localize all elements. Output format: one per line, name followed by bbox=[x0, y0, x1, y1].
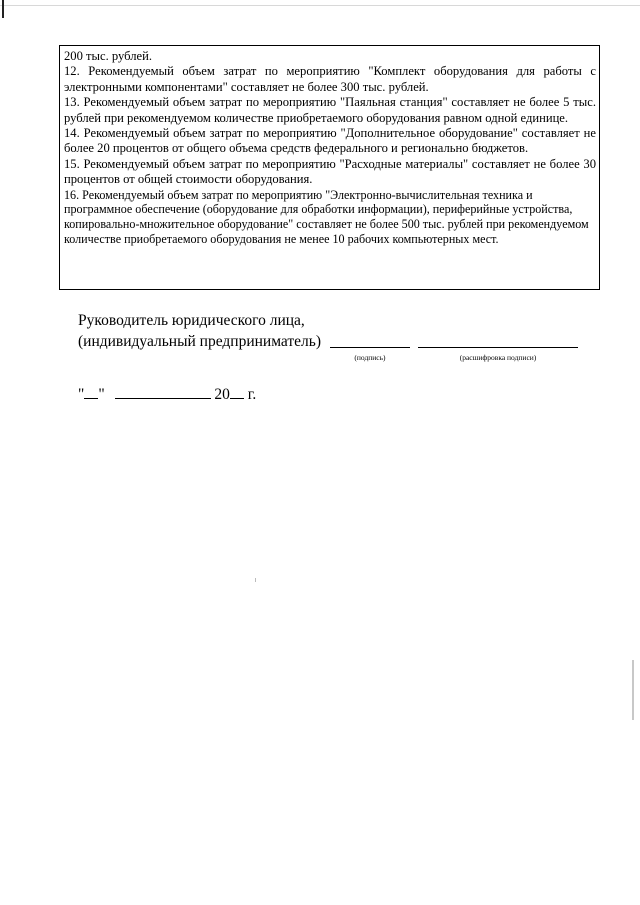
item-15: 15. Рекомендуемый объем затрат по мероприятию "Расходные материалы" составляет не более 30 процентов от общей стоимости оборудования. bbox=[64, 156, 596, 187]
signatory-title: Руководитель юридического лица, bbox=[78, 312, 305, 329]
scan-edge-artifact bbox=[632, 660, 634, 720]
year-blank[interactable] bbox=[230, 384, 244, 399]
date-close-quote: " bbox=[98, 386, 105, 403]
item-continuation: 200 тыс. рублей. bbox=[64, 49, 153, 63]
item-14: 14. Рекомендуемый объем затрат по мероприятию "Дополнительное оборудование" составляет не более 20 процентов от общего объема средств федерального и регионально бюджетов. bbox=[64, 126, 596, 156]
month-blank[interactable] bbox=[115, 384, 211, 399]
requirements-box bbox=[59, 45, 600, 290]
day-blank[interactable] bbox=[84, 384, 98, 399]
year-suffix: г. bbox=[247, 386, 257, 403]
year-prefix: 20 bbox=[214, 386, 230, 403]
decoding-caption: (расшифровка подписи) bbox=[459, 353, 537, 362]
item-16: 16. Рекомендуемый объем затрат по мероприятию "Электронно-вычислительная техника и программное обеспечение (оборудование для обработки информации), периферийные устройства, копировально-множительное оборудование" составляет не более 500 тыс. рублей при рекомендуемом количестве приобретаемого оборудования не менее 10 рабочих компьютерных мест. bbox=[64, 187, 589, 247]
signature-decoding-line[interactable] bbox=[418, 347, 578, 348]
item-12: 12. Рекомендуемый объем затрат по мероприятию "Комплект оборудования для работы с электронными компонентами" составляет не более 300 тыс. рублей. bbox=[64, 64, 596, 94]
signatory-subtitle: (индивидуальный предприниматель) bbox=[78, 333, 322, 350]
date-field bbox=[78, 384, 256, 405]
scan-speck bbox=[255, 578, 256, 582]
scan-mark bbox=[2, 0, 4, 18]
signature-caption: (подпись) bbox=[354, 353, 386, 362]
date-open-quote: " bbox=[78, 386, 85, 403]
scan-border-top bbox=[0, 5, 640, 6]
item-13: 13. Рекомендуемый объем затрат по мероприятию "Паяльная станция" составляет не более 5 тыс. рублей при рекомендуемом количестве приобретаемого оборудования равном одной единице. bbox=[64, 95, 596, 125]
signature-line[interactable] bbox=[330, 347, 410, 348]
